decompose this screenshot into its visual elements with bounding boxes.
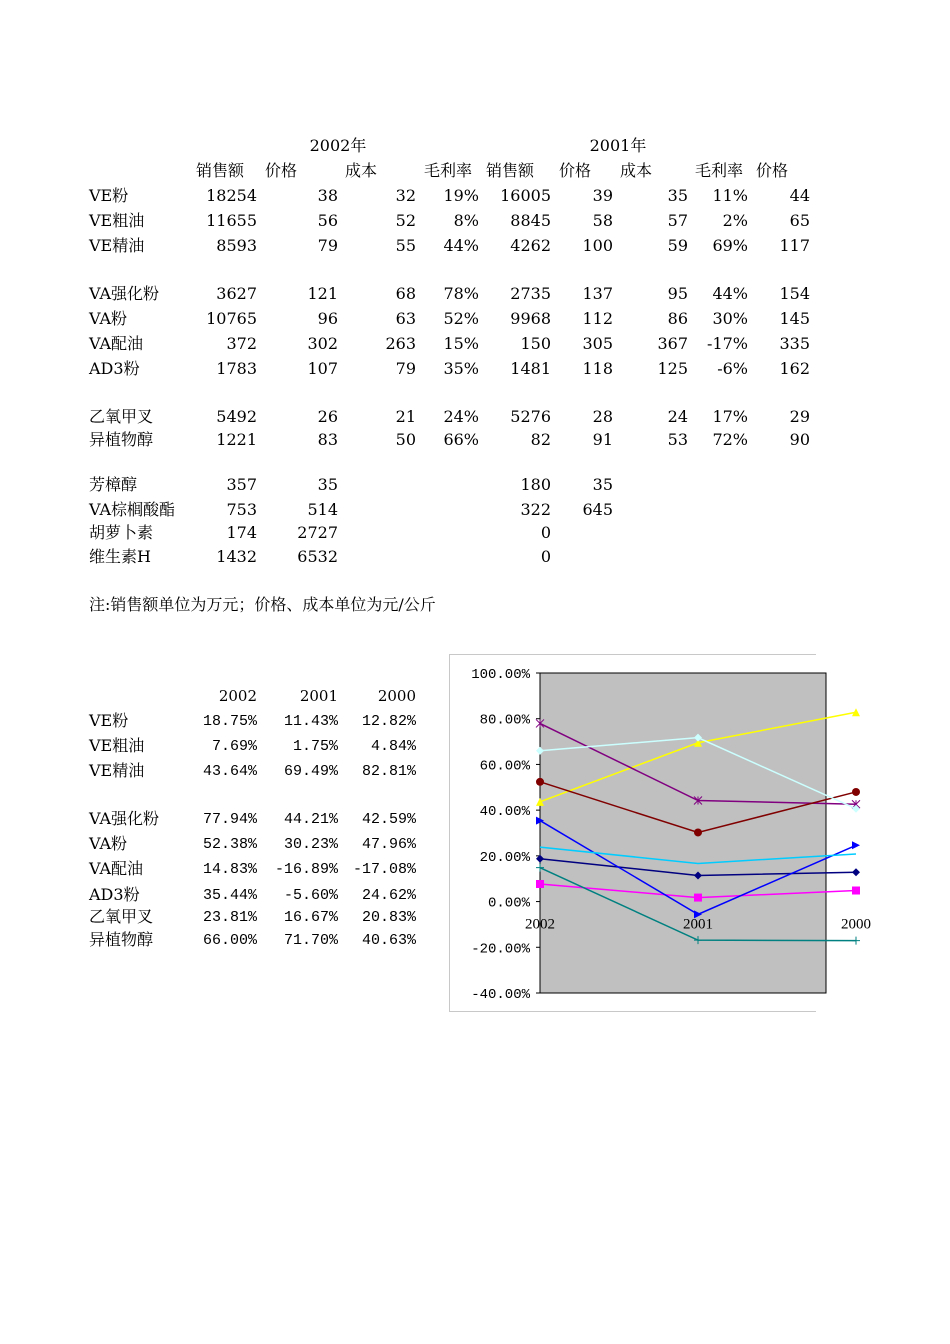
y-tick-label: -40.00%	[471, 987, 530, 1003]
value-cell[interactable]: 56	[317, 211, 338, 230]
margin-cell[interactable]: -17.08%	[352, 861, 416, 878]
value-cell[interactable]: 86	[667, 309, 688, 328]
value-cell[interactable]: 8%	[453, 211, 479, 230]
value-cell[interactable]: 79	[317, 236, 338, 255]
x-tick-label: 2000	[841, 916, 871, 933]
value-cell[interactable]: 125	[657, 359, 688, 378]
value-cell[interactable]: 17%	[712, 407, 748, 426]
value-cell[interactable]: 32	[395, 186, 416, 205]
row-label[interactable]: VE粉	[89, 186, 129, 205]
column-header: 价格	[265, 161, 298, 180]
margin-cell[interactable]: 40.63%	[361, 932, 416, 949]
y-tick-label: 60.00%	[479, 758, 530, 775]
value-cell[interactable]: 44%	[712, 284, 748, 303]
margin-cell[interactable]: 66.00%	[202, 932, 257, 949]
margin-cell[interactable]: 7.69%	[211, 738, 257, 755]
row-label[interactable]: VA配油	[89, 334, 144, 353]
value-cell[interactable]: 52%	[443, 309, 479, 328]
margin-cell[interactable]: 52.38%	[202, 836, 257, 853]
value-cell[interactable]: 50	[395, 430, 416, 449]
value-cell[interactable]: 335	[779, 334, 810, 353]
value-cell[interactable]: 78%	[443, 284, 479, 303]
value-cell[interactable]: 0	[540, 523, 551, 542]
unit-note: 注:销售额单位为万元；价格、成本单位为元/公斤	[89, 595, 436, 614]
row-label[interactable]: 乙氧甲叉	[89, 907, 154, 926]
value-cell[interactable]: 150	[520, 334, 551, 353]
margin-cell[interactable]: -5.60%	[283, 887, 338, 904]
year-header-2002: 2002年	[309, 136, 367, 155]
value-cell[interactable]: 121	[307, 284, 338, 303]
margin-cell[interactable]: 82.81%	[361, 763, 416, 780]
y-tick-label: 80.00%	[479, 712, 530, 729]
margin-line-chart[interactable]	[449, 654, 871, 1012]
sales-cell[interactable]: 1432	[216, 547, 257, 566]
margin-cell[interactable]: 42.59%	[361, 811, 416, 828]
value-cell[interactable]: 2735	[510, 284, 551, 303]
sales-cell[interactable]: 753	[226, 500, 257, 519]
value-cell[interactable]: 514	[307, 500, 338, 519]
row-label[interactable]: AD3粉	[89, 885, 140, 904]
margin-cell[interactable]: 16.67%	[283, 909, 338, 926]
column-header: 成本	[620, 161, 653, 180]
row-label[interactable]: VE粉	[89, 711, 129, 730]
row-label[interactable]: VE粗油	[89, 211, 145, 230]
row-label[interactable]: VA配油	[89, 859, 144, 878]
value-cell[interactable]: -17%	[707, 334, 748, 353]
margin-cell[interactable]: 24.62%	[361, 887, 416, 904]
row-label[interactable]: AD3粉	[89, 359, 140, 378]
column-header: 价格	[559, 161, 592, 180]
margin-cell[interactable]: 44.21%	[283, 811, 338, 828]
sales-cell[interactable]: 10765	[206, 309, 257, 328]
margin-cell[interactable]: 71.70%	[283, 932, 338, 949]
value-cell[interactable]: 69%	[712, 236, 748, 255]
data-point	[694, 894, 702, 902]
sales-cell[interactable]: 8593	[216, 236, 257, 255]
margin-cell[interactable]: 4.84%	[370, 738, 416, 755]
value-cell[interactable]: 91	[592, 430, 613, 449]
margin-cell[interactable]: 23.81%	[202, 909, 257, 926]
value-cell[interactable]: 322	[520, 500, 551, 519]
sales-cell[interactable]: 5492	[216, 407, 257, 426]
row-label[interactable]: 胡萝卜素	[89, 523, 154, 542]
margin-cell[interactable]: 20.83%	[361, 909, 416, 926]
value-cell[interactable]: 21	[395, 407, 416, 426]
value-cell[interactable]: 44%	[443, 236, 479, 255]
data-point	[852, 788, 860, 796]
column-header: 毛利率	[695, 161, 744, 180]
sales-cell[interactable]: 3627	[216, 284, 257, 303]
value-cell[interactable]: 645	[582, 500, 613, 519]
margin-cell[interactable]: 30.23%	[283, 836, 338, 853]
value-cell[interactable]: 90	[789, 430, 810, 449]
margin-cell[interactable]: 35.44%	[202, 887, 257, 904]
margin-cell[interactable]: 11.43%	[283, 713, 338, 730]
column-header: 销售额	[486, 161, 535, 180]
value-cell[interactable]: 35%	[443, 359, 479, 378]
column-header: 价格	[756, 161, 789, 180]
row-label[interactable]: 芳樟醇	[89, 475, 138, 494]
value-cell[interactable]: 83	[317, 430, 338, 449]
value-cell[interactable]: -6%	[717, 359, 748, 378]
value-cell[interactable]: 107	[307, 359, 338, 378]
y-tick-label: 100.00%	[471, 667, 530, 683]
value-cell[interactable]: 5276	[510, 407, 551, 426]
value-cell[interactable]: 24	[667, 407, 688, 426]
value-cell[interactable]: 180	[520, 475, 551, 494]
value-cell[interactable]: 162	[779, 359, 810, 378]
y-tick-label: 0.00%	[487, 895, 530, 912]
row-label[interactable]: 乙氧甲叉	[89, 407, 154, 426]
value-cell[interactable]: 305	[582, 334, 613, 353]
margin-cell[interactable]: 69.49%	[283, 763, 338, 780]
value-cell[interactable]: 1481	[510, 359, 551, 378]
value-cell[interactable]: 6532	[297, 547, 338, 566]
x-tick-label: 2001	[683, 916, 713, 933]
row-label[interactable]: VA棕榈酸酯	[89, 500, 176, 519]
row-label[interactable]: VE粗油	[89, 736, 145, 755]
margin-cell[interactable]: 1.75%	[292, 738, 338, 755]
value-cell[interactable]: 53	[667, 430, 688, 449]
row-label[interactable]: 维生素H	[89, 547, 151, 566]
column-header: 销售额	[196, 161, 245, 180]
value-cell[interactable]: 19%	[443, 186, 479, 205]
value-cell[interactable]: 11%	[712, 186, 748, 205]
value-cell[interactable]: 55	[395, 236, 416, 255]
value-cell[interactable]: 118	[582, 359, 613, 378]
sales-cell[interactable]: 174	[226, 523, 257, 542]
value-cell[interactable]: 52	[395, 211, 416, 230]
value-cell[interactable]: 145	[779, 309, 810, 328]
value-cell[interactable]: 35	[667, 186, 688, 205]
value-cell[interactable]: 137	[582, 284, 613, 303]
margin-cell[interactable]: 18.75%	[202, 713, 257, 730]
value-cell[interactable]: 96	[317, 309, 338, 328]
row-label[interactable]: 异植物醇	[89, 430, 154, 449]
value-cell[interactable]: 2727	[297, 523, 338, 542]
sales-cell[interactable]: 372	[226, 334, 257, 353]
y-tick-label: 20.00%	[479, 849, 530, 866]
sales-cell[interactable]: 1221	[216, 430, 257, 449]
value-cell[interactable]: 24%	[443, 407, 479, 426]
column-header: 毛利率	[424, 161, 473, 180]
value-cell[interactable]: 66%	[443, 430, 479, 449]
x-tick-label: 2002	[525, 916, 555, 933]
value-cell[interactable]: 4262	[510, 236, 551, 255]
value-cell[interactable]: 57	[667, 211, 688, 230]
value-cell[interactable]: 44	[789, 186, 810, 205]
margin-cell[interactable]: 47.96%	[361, 836, 416, 853]
value-cell[interactable]: 302	[307, 334, 338, 353]
value-cell[interactable]: 39	[592, 186, 613, 205]
value-cell[interactable]: 100	[582, 236, 613, 255]
plot-area	[540, 673, 826, 993]
value-cell[interactable]: 8845	[510, 211, 551, 230]
value-cell[interactable]: 59	[667, 236, 688, 255]
sales-cell[interactable]: 18254	[206, 186, 257, 205]
row-label[interactable]: VE精油	[89, 236, 145, 255]
value-cell[interactable]: 29	[789, 407, 810, 426]
data-point	[852, 841, 860, 849]
year-header: 2002	[218, 687, 257, 705]
value-cell[interactable]: 79	[395, 359, 416, 378]
row-label[interactable]: VA粉	[89, 309, 128, 328]
row-label[interactable]: VA强化粉	[89, 284, 160, 303]
margin-cell[interactable]: 14.83%	[202, 861, 257, 878]
value-cell[interactable]: 112	[582, 309, 613, 328]
value-cell[interactable]: 30%	[712, 309, 748, 328]
year-header-2001: 2001年	[589, 136, 647, 155]
value-cell[interactable]: 82	[530, 430, 551, 449]
value-cell[interactable]: 154	[779, 284, 810, 303]
year-header: 2001	[299, 687, 338, 705]
data-point	[536, 880, 544, 888]
data-point	[852, 868, 860, 876]
value-cell[interactable]: 35	[317, 475, 338, 494]
row-label[interactable]: VA强化粉	[89, 809, 160, 828]
value-cell[interactable]: 367	[657, 334, 688, 353]
value-cell[interactable]: 117	[779, 236, 810, 255]
value-cell[interactable]: 15%	[443, 334, 479, 353]
value-cell[interactable]: 9968	[510, 309, 551, 328]
value-cell[interactable]: 58	[592, 211, 613, 230]
data-point	[852, 937, 860, 945]
margin-cell[interactable]: -16.89%	[274, 861, 338, 878]
value-cell[interactable]: 263	[385, 334, 416, 353]
value-cell[interactable]: 28	[592, 407, 613, 426]
year-header: 2000	[377, 687, 416, 705]
data-point	[852, 805, 860, 813]
data-point	[694, 828, 702, 836]
y-tick-label: 40.00%	[479, 804, 530, 821]
y-tick-label: -20.00%	[471, 941, 530, 958]
value-cell[interactable]: 38	[317, 186, 338, 205]
row-label[interactable]: 异植物醇	[89, 930, 154, 949]
margin-cell[interactable]: 12.82%	[361, 713, 416, 730]
value-cell[interactable]: 0	[540, 547, 551, 566]
data-point	[536, 778, 544, 786]
chart-canvas	[450, 655, 871, 1011]
sales-cell[interactable]: 1783	[216, 359, 257, 378]
value-cell[interactable]: 63	[395, 309, 416, 328]
value-cell[interactable]: 26	[317, 407, 338, 426]
sales-cell[interactable]: 11655	[206, 211, 257, 230]
margin-cell[interactable]: 43.64%	[202, 763, 257, 780]
value-cell[interactable]: 72%	[712, 430, 748, 449]
value-cell[interactable]: 2%	[722, 211, 748, 230]
data-point	[852, 887, 860, 895]
sales-cell[interactable]: 357	[226, 475, 257, 494]
value-cell[interactable]: 65	[789, 211, 810, 230]
value-cell[interactable]: 68	[395, 284, 416, 303]
value-cell[interactable]: 95	[667, 284, 688, 303]
value-cell[interactable]: 16005	[500, 186, 551, 205]
row-label[interactable]: VA粉	[89, 834, 128, 853]
value-cell[interactable]: 35	[592, 475, 613, 494]
column-header: 成本	[345, 161, 378, 180]
margin-cell[interactable]: 77.94%	[202, 811, 257, 828]
row-label[interactable]: VE精油	[89, 761, 145, 780]
